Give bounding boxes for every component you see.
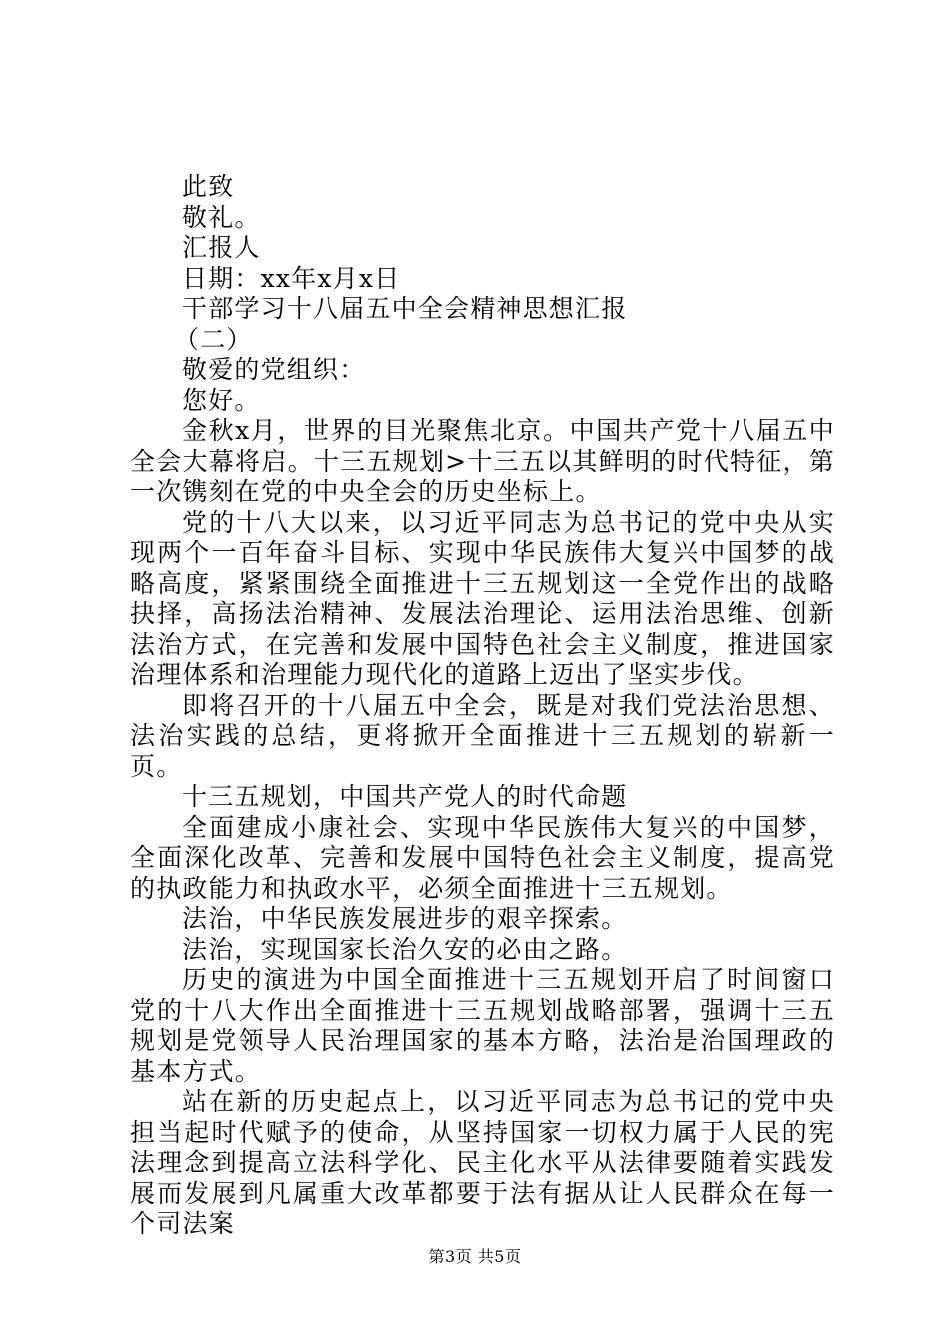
paragraph-5: 法治，中华民族发展进步的艰辛探索。 [182,904,628,933]
salute-line: 敬礼。 [182,202,261,232]
date-line: 日期：xx年x月x日 [182,263,401,293]
paragraph-1: 金秋x月，世界的目光聚焦北京。中国共产党十八届五中全会大幕将启。十三五规划>十三五以其鲜明的时代特征，第一次镌刻在党的中央全会的历史坐标上。 [130,416,835,506]
paragraph-2: 党的十八大以来，以习近平同志为总书记的党中央从实现两个一百年奋斗目标、实现中华民族伟大复兴中国梦的战略高度，紧紧围绕全面推进十三五规划这一全党作出的战略抉择，高扬法治精神、发展法治理论、运用法治思维、创新法治方式，在完善和发展中国特色社会主义制度，推进国家治理体系和治理能力现代化的道路上迈出了坚实步伐。 [130,507,835,689]
section-number: （二） [174,324,253,354]
paragraph-4: 全面建成小康社会、实现中华民族伟大复兴的中国梦，全面深化改革、完善和发展中国特色社会主义制度，提高党的执政能力和执政水平，必须全面推进十三五规划。 [130,812,835,903]
closing-line: 此致 [182,172,235,201]
greeting: 敬爱的党组织： [182,355,366,384]
paragraph-6: 法治，实现国家长治久安的必由之路。 [182,934,628,964]
page-footer: 第3页 共5页 [428,1247,522,1266]
section-heading: 十三五规划，中国共产党人的时代命题 [182,782,628,811]
paragraph-8: 站在新的历史起点上，以习近平同志为总书记的党中央担当起时代赋予的使命，从坚持国家一切权力属于人民的宪法理念到提高立法科学化、民主化水平从法律要随着实践发展而发展到凡属重大改革都要于法有据从让人民群众在每一个司法案 [130,1087,835,1238]
paragraph-3: 即将召开的十八届五中全会，既是对我们党法治思想、法治实践的总结，更将掀开全面推进十三五规划的崭新一页。 [130,690,835,781]
reporter-line: 汇报人 [182,233,261,262]
report-title: 干部学习十八届五中全会精神思想汇报 [182,294,628,323]
paragraph-7: 历史的演进为中国全面推进十三五规划开启了时间窗口党的十八大作出全面推进十三五规划战略部署，强调十三五规划是党领导人民治理国家的基本方略，法治是治国理政的基本方式。 [130,965,835,1086]
hello-line: 您好。 [182,385,261,415]
document-body [130,172,835,1240]
